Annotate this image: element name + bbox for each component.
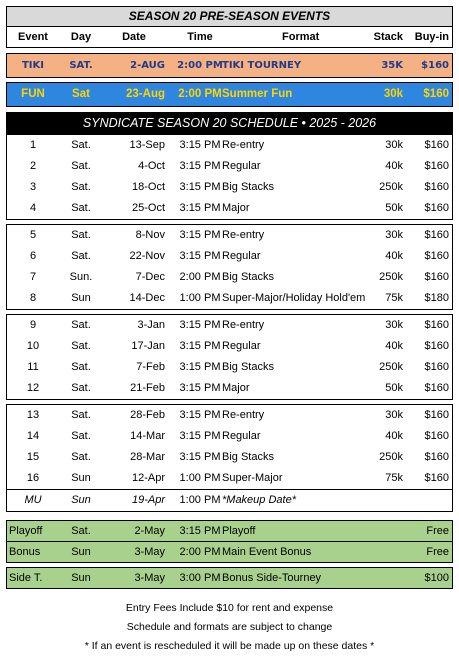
buyin-cell: $180 [424,292,449,304]
event-cell: 2 [29,160,37,172]
buyin-cell: $160 [424,340,449,352]
table-row [7,198,452,219]
date-cell: 3-Jan [137,319,165,331]
format-cell: Regular [222,160,261,172]
date-cell: 7-Feb [136,361,165,373]
event-cell: TIKI [21,60,44,71]
buyin-cell: $160 [424,472,449,484]
event-cell: Side T. [9,572,43,584]
table-row [7,315,452,336]
day-cell: Sat. [71,160,91,172]
format-cell: Regular [222,250,261,262]
format-cell: Big Stacks [222,181,274,193]
date-cell: 28-Mar [130,451,165,463]
date-cell: 25-Oct [131,202,165,214]
event-cell: 10 [26,340,40,352]
table-row [7,405,452,426]
day-cell: Sun [71,546,91,558]
day-cell: Sat. [71,430,91,442]
stack-cell: 30k [385,139,403,151]
event-cell: FUN [21,88,45,100]
table-row [7,246,452,267]
season-title: SYNDICATE SEASON 20 SCHEDULE • 2025 - 2026 [6,112,453,135]
stack-cell: 30k [385,319,403,331]
table-row [7,156,452,177]
buyin-cell: $160 [424,250,449,262]
day-cell: Sat. [71,181,91,193]
stack-cell: 40k [385,430,403,442]
preseason-title: SEASON 20 PRE-SEASON EVENTS [6,6,453,27]
format-cell: Major [222,202,250,214]
table-row [7,426,452,447]
stack-cell: 35K [381,60,403,71]
format-cell: Super-Major [222,472,283,484]
day-cell: Sun [71,572,91,584]
season-schedule [6,135,453,490]
day-cell: Sat. [71,525,91,537]
date-cell: 28-Feb [130,409,165,421]
format-cell: Playoff [222,525,256,537]
makeup-row [6,490,453,512]
schedule-sheet [6,6,453,656]
buyin-cell: $160 [424,430,449,442]
day-cell: Sat. [71,361,91,373]
event-cell: 6 [29,250,37,262]
format-cell: Big Stacks [222,361,274,373]
event-cell: 1 [29,139,37,151]
col-time: Time [187,31,213,43]
date-cell: 2-May [134,525,165,537]
event-cell: 4 [29,202,37,214]
day-cell: Sat. [71,250,91,262]
day-cell: Sun. [69,271,93,283]
column-header-row [6,27,453,48]
event-cell: 8 [29,292,37,304]
date-cell: 17-Jan [131,340,165,352]
date-cell: 8-Nov [135,229,165,241]
day-cell: Sun [71,292,91,304]
table-row [7,357,452,378]
time-cell: 3:15 PM [179,160,221,172]
stack-cell: 250k [379,361,403,373]
event-cell: 11 [27,361,39,373]
schedule-block [6,135,453,220]
schedule-block [6,224,453,310]
stack-cell: 40k [385,250,403,262]
time-cell: 3:15 PM [179,139,221,151]
event-cell: MU [24,494,42,506]
format-cell: Big Stacks [222,271,274,283]
col-format: Format [282,31,320,43]
preseason-row-tiki [6,53,453,78]
stack-cell: 40k [385,160,403,172]
buyin-cell: $160 [424,271,449,283]
format-cell: Big Stacks [222,451,274,463]
date-cell: 19-Apr [131,494,165,506]
time-cell: 3:15 PM [179,451,221,463]
time-cell: 2:00 PM [177,60,223,71]
preseason-row-fun [6,82,453,107]
table-row [7,135,452,156]
day-cell: Sat. [71,409,91,421]
day-cell: Sat. [71,319,91,331]
date-cell: 21-Feb [130,382,165,394]
time-cell: 3:15 PM [179,229,221,241]
col-stack: Stack [373,31,403,43]
stack-cell: 75k [385,472,403,484]
buyin-cell: Free [426,546,449,558]
format-cell: Summer Fun [222,88,293,100]
event-cell: 13 [26,409,40,421]
time-cell: 1:00 PM [179,292,221,304]
time-cell: 3:15 PM [179,202,221,214]
time-cell: 3:15 PM [179,340,221,352]
footer-note-reschedule: * If an event is rescheduled it will be made up on these dates * [84,640,375,652]
format-cell: Main Event Bonus [222,546,312,558]
buyin-cell: $160 [424,202,449,214]
side-tourney-row [6,567,453,589]
stack-cell: 30k [383,88,403,100]
event-cell: 7 [29,271,37,283]
table-row [7,267,452,288]
date-cell: 13-Sep [129,139,165,151]
format-cell: Re-entry [222,139,265,151]
event-cell: 3 [29,181,37,193]
footer-note-changes: Schedule and formats are subject to change [126,621,333,633]
format-cell: Major [222,382,250,394]
table-row [7,447,452,468]
date-cell: 22-Nov [129,250,165,262]
buyin-cell: $160 [424,382,449,394]
table-row [7,177,452,198]
time-cell: 2:00 PM [178,88,222,100]
format-cell: *Makeup Date* [222,494,296,506]
stack-cell: 40k [385,340,403,352]
stack-cell: 30k [385,409,403,421]
buyin-cell: $160 [424,181,449,193]
date-cell: 3-May [134,546,165,558]
date-cell: 14-Mar [130,430,165,442]
stack-cell: 250k [379,451,403,463]
time-cell: 1:00 PM [179,494,221,506]
buyin-cell: $160 [424,229,449,241]
date-cell: 7-Dec [135,271,165,283]
stack-cell: 30k [385,229,403,241]
time-cell: 2:00 PM [179,546,221,558]
day-cell: SAT. [69,60,93,71]
event-cell: Playoff [9,525,43,537]
format-cell: Regular [222,430,261,442]
time-cell: 3:00 PM [179,572,221,584]
time-cell: 2:00 PM [179,271,221,283]
day-cell: Sat. [71,229,91,241]
day-cell: Sat. [71,451,91,463]
event-cell: 9 [29,319,37,331]
table-row [7,468,452,489]
col-day: Day [70,31,92,43]
buyin-cell: $160 [421,60,449,71]
buyin-cell: $160 [424,361,449,373]
stack-cell: 75k [385,292,403,304]
table-row [7,378,452,399]
time-cell: 3:15 PM [179,319,221,331]
date-cell: 18-Oct [131,181,165,193]
day-cell: Sat [72,88,90,100]
stack-cell: 250k [379,181,403,193]
time-cell: 3:15 PM [179,525,221,537]
table-row [7,288,452,309]
day-cell: Sat. [71,202,91,214]
buyin-cell: $160 [424,451,449,463]
format-cell: Re-entry [222,319,265,331]
schedule-block [6,404,453,490]
format-cell: TIKI TOURNEY [222,60,302,71]
day-cell: Sun [71,494,91,506]
buyin-cell: $160 [424,139,449,151]
event-cell: 12 [26,382,40,394]
time-cell: 1:00 PM [179,472,221,484]
date-cell: 4-Oct [138,160,165,172]
date-cell: 2-AUG [130,60,165,71]
date-cell: 14-Dec [129,292,165,304]
playoff-row [6,520,453,542]
event-cell: 5 [29,229,37,241]
time-cell: 3:15 PM [179,250,221,262]
buyin-cell: $160 [423,88,449,100]
day-cell: Sat. [71,340,91,352]
day-cell: Sat. [71,382,91,394]
footer-note-fees: Entry Fees Include $10 for rent and expense [125,602,334,614]
buyin-cell: $100 [424,572,449,584]
stack-cell: 50k [385,202,403,214]
col-event: Event [18,31,48,43]
buyin-cell: $160 [424,409,449,421]
format-cell: Regular [222,340,261,352]
event-cell: 16 [26,472,40,484]
format-cell: Bonus Side-Tourney [222,572,322,584]
bonus-row [6,542,453,563]
stack-cell: 250k [379,271,403,283]
buyin-cell: $160 [424,160,449,172]
col-buyin: Buy-in [414,31,449,43]
day-cell: Sun [71,472,91,484]
table-row [7,336,452,357]
time-cell: 3:15 PM [179,382,221,394]
schedule-block [6,314,453,400]
buyin-cell: Free [426,525,449,537]
format-cell: Re-entry [222,229,265,241]
buyin-cell: $160 [424,319,449,331]
day-cell: Sat. [71,139,91,151]
event-cell: 14 [26,430,40,442]
table-row [7,225,452,246]
date-cell: 23-Aug [126,88,165,100]
time-cell: 3:15 PM [179,361,221,373]
stack-cell: 50k [385,382,403,394]
col-date: Date [122,31,146,43]
date-cell: 12-Apr [131,472,165,484]
format-cell: Re-entry [222,409,265,421]
date-cell: 3-May [134,572,165,584]
time-cell: 3:15 PM [179,430,221,442]
time-cell: 3:15 PM [179,409,221,421]
time-cell: 3:15 PM [179,181,221,193]
event-cell: 15 [26,451,40,463]
event-cell: Bonus [9,546,41,558]
format-cell: Super-Major/Holiday Hold'em [222,292,366,304]
